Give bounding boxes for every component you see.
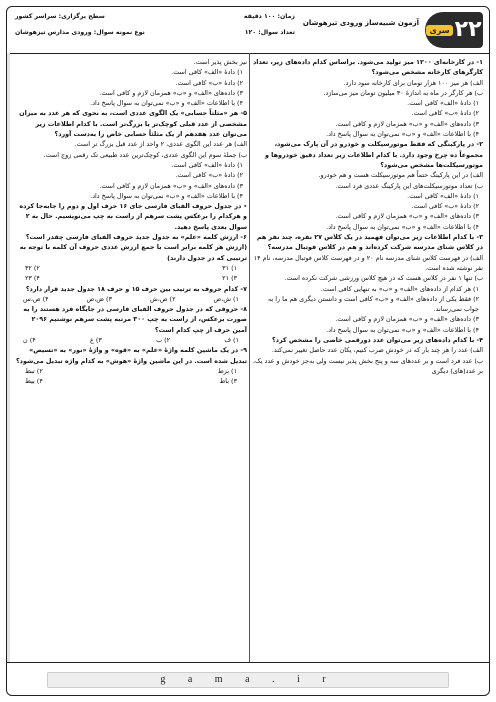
answer-option: ۱) بزط (217, 366, 237, 375)
answer-options-row (15, 263, 247, 273)
answer-option: ۳) داده‌های «الف» و «ب» همزمان لازم و کافی است. (99, 88, 243, 97)
answer-option: ۳) باط (219, 377, 237, 386)
answer-option: ۴) ۲۳ (25, 274, 40, 283)
exam-header (7, 7, 489, 54)
question-count: تعداد سوال: ۱۲۰ (244, 29, 295, 36)
answer-option: ۱) ش،ص (213, 294, 239, 303)
series-label: سری (426, 25, 452, 36)
question-text: ٭ در جدول حروف الفبای فارسی جای ۱۶ حرف اول و دوم را جابه‌جا کرده و هرکدام را برعکس پشت سرهم از راست به چپ می‌نویسیم. حال به ۲ سوال بعدی پاسخ دهید. (19, 202, 247, 231)
column-divider (249, 53, 250, 663)
question-type: نوع نمونه سوال: ورودی مدارس تیزهوشان (15, 29, 145, 36)
exam-page (6, 6, 490, 696)
answer-option: ۲) دادهٔ «ب» کافی است. (175, 171, 243, 180)
answer-option: ۲) دادهٔ «ب» کافی است. (411, 109, 479, 118)
statement-text: الف) هر عدد این الگوی عددی، ۲ واحد از عدد قبل بزرگ تر است. (74, 140, 247, 149)
series-number: ۲۲ (454, 17, 482, 42)
exam-title: آزمون شبیه‌ساز ورودی تیزهوشان (302, 19, 419, 27)
answer-option: ۱) ف (224, 336, 239, 345)
answer-option: ۲) ب (156, 336, 171, 345)
question-text: ۱- در کارخانه‌ای ۱۲۰۰ میز تولید می‌شود. براساس کدام داده‌های زیر، تعداد کارگرهای کارخانه مشخص می‌شود؟ (252, 58, 483, 77)
answer-option: ۱) دادهٔ «الف» کافی است. (171, 68, 243, 77)
answer-option: ۴) با اطلاعات «الف» و «ب» نمی‌توان به سوال پاسخ داد. (90, 191, 243, 200)
side-stripe (7, 53, 10, 663)
question-text: ۸- حروفی که در جدول حروف الفبای فارسی در جایگاه فرد هستند را به صورت برعکس، از راست به چپ ۳۰۰ مرتبه پشت سرهم نوشتیم ۲۰۹۶ آمین حرف از چپ کدام است؟ (23, 305, 247, 334)
answer-option: ۳) ع (89, 336, 102, 345)
answer-options-row (15, 376, 247, 386)
answer-option: ۴) با اطلاعات «الف» و «ب» نمی‌توان به سوال پاسخ داد. (326, 222, 479, 231)
answer-option: ۱) دادهٔ «الف» کافی است. (407, 191, 479, 200)
answer-option: ۱) هر کدام از داده‌های «الف» و «ب» به تنهایی کافی است. (320, 284, 479, 293)
exam-time: زمان: ۱۰۰ دقیقه (243, 13, 295, 20)
answer-options-row (15, 273, 247, 283)
statement-text: ب) تنها ۱ نفر در کلاس هست که در هیچ کلاس ورزشی شرکت نکرده است. (284, 274, 483, 283)
answer-option: ۲) ۳۲ (25, 263, 40, 272)
statement-text: ب) تعداد موتورسیکلت‌های این پارکینگ عددی فرد است. (335, 181, 483, 190)
question-text: ۹- در یک ماشین کلمه واژهٔ «علم» به «قوه» و واژهٔ «نور» به «تسیص» تبدیل شده است. در این ماشین واژهٔ «هوش» به کدام واژه تبدیل می‌شود؟ (15, 346, 247, 365)
question-text: ۴- با کدام داده‌های زیر می‌توان عدد دورقمی خاصی را مشخص کرد؟ (271, 336, 483, 345)
statement-text: الف) در فهرست کلاس شنای مدرسه نام ۲۰ و در فهرست کلاس فوتبال مدرسه، نام ۱۴ نفر نوشته شده است. (253, 253, 483, 272)
answer-option: ۳) داده‌های «الف» و «ب» همزمان لازم و کافی است. (99, 181, 243, 190)
answer-option: ۴) با اطلاعات «الف» و «ب» نمی‌توان به سوال پاسخ داد. (90, 99, 243, 108)
answer-option: ۳) داده‌های «الف» و «ب» همزمان لازم و کافی است. (335, 119, 479, 128)
answer-option: ۲) فقط یکی از داده‌های «الف» و «ب» کافی است و دانستن دیگری هم ما را به جواب نمی‌رساند. (268, 294, 479, 314)
header-fields (15, 13, 295, 45)
answer-option: ۴) با اطلاعات «الف» و «ب» نمی‌توان به سوال پاسخ داد. (326, 325, 479, 334)
statement-text: الف) هر میز ۱۰۰ هزار تومان برای کارخانه سود دارد. (343, 78, 483, 87)
answer-options-row (15, 335, 247, 345)
page-footer (7, 662, 489, 695)
answer-option: ۱) دادهٔ «الف» کافی است. (407, 99, 479, 108)
right-column (251, 57, 483, 661)
question-text: ۶- ارزش کلمه «علم» به جدول جدید حروف الفبای فارسی چقدر است؟ (ارزش هر کلمه برابر است با جمع ارزش عددی حروف آن کلمه با توجه به ترتیبی که در جدول دارند) (19, 233, 247, 262)
answer-option: ۱) دادهٔ «الف» کافی است. (171, 160, 243, 169)
exam-level: سطح برگزاری: سراسر کشور (15, 13, 105, 20)
answer-options-row (15, 294, 247, 304)
answer-option: ۴) بیط (25, 377, 43, 386)
answer-option: ۳) داده‌های «الف» و «ب» همزمان لازم و کافی است. (335, 315, 479, 324)
statement-text: نیز بخش پذیر است. (193, 58, 247, 66)
statement-text: ب) هر کارگر در ماه به اندازهٔ ۳۰ میلیون تومان میز می‌سازد. (323, 88, 483, 97)
series-badge (425, 12, 483, 48)
question-text: ۵- هر «مثلثاً حسابی» یک الگوی عددی است، به نحوی که هر عدد به میزان مشخصی از عدد قبلی کوچک‌تر یا بزرگ‌تر است. با کدام اطلاعات زیر می‌توان عدد هفدهم از یک مثلثاً حسابی خاص را به‌دست آورد؟ (19, 109, 247, 139)
answer-option: ۲) دادهٔ «ب» کافی است. (175, 78, 243, 87)
statement-text: الف) در این پارکینگ حتماً هم موتورسیکلت هست و هم خودرو. (318, 171, 483, 180)
answer-option: ۲) تبط (25, 366, 43, 375)
answer-option: ۳) ض،ص (86, 294, 112, 303)
site-url: g a m a . i r (47, 672, 449, 688)
answer-option: ۲) ص،ش (149, 294, 176, 303)
statement-text: ب) جملهٔ سوم این الگوی عددی، کوچک‌ترین عدد طبیعی تک رقمی زوج است. (43, 150, 247, 159)
question-text: ۷- کدام حروف به ترتیب بین حرف ۱۵ و حرف ۱۸ جدول جدید قرار دارد؟ (25, 284, 247, 293)
question-text: ۳- با کدام اطلاعات زیر می‌توان فهمید در یک کلاس ۲۷ نفره، چند نفر هم در کلاس شنای مدرسه شرکت کرده‌اند و هم در کلاس فوتبال مدرسه؟ (256, 233, 483, 252)
answer-option: ۲) دادهٔ «ب» کافی است. (411, 202, 479, 211)
left-column (15, 57, 247, 661)
answer-option: ۳) داده‌های «الف» و «ب» همزمان لازم و کافی است. (335, 212, 479, 221)
answer-option: ۴) ص،س (23, 294, 49, 303)
answer-option: ۴) ن (23, 336, 36, 345)
answer-option: ۴) با اطلاعات «الف» و «ب» نمی‌توان به سوال پاسخ داد. (326, 130, 479, 139)
answer-options-row (15, 366, 247, 376)
statement-text: الف) عدد را هر چند بار که در خودش ضرب کنیم، یکان عدد حاصل تغییر نمی‌کند. (271, 346, 483, 355)
statement-text: ب) عدد فرد است و بر عددهای سه و پنج بخش پذیر نیست ولی به‌جز خودش و عدد یک، بر عدد(های) دیگری (252, 356, 483, 375)
question-text: ۲- در پارکینگی که فقط موتورسیکلت و خودرو در آن پارک می‌شود، مجموعاً ده چرخ وجود دارد. با کدام اطلاعات زیر تعداد دقیق خودروها و موتورسیکلت‌ها مشخص می‌شود؟ (264, 140, 483, 169)
answer-option: ۱) ۳۱ (222, 263, 237, 272)
answer-option: ۳) ۲۱ (222, 274, 237, 283)
